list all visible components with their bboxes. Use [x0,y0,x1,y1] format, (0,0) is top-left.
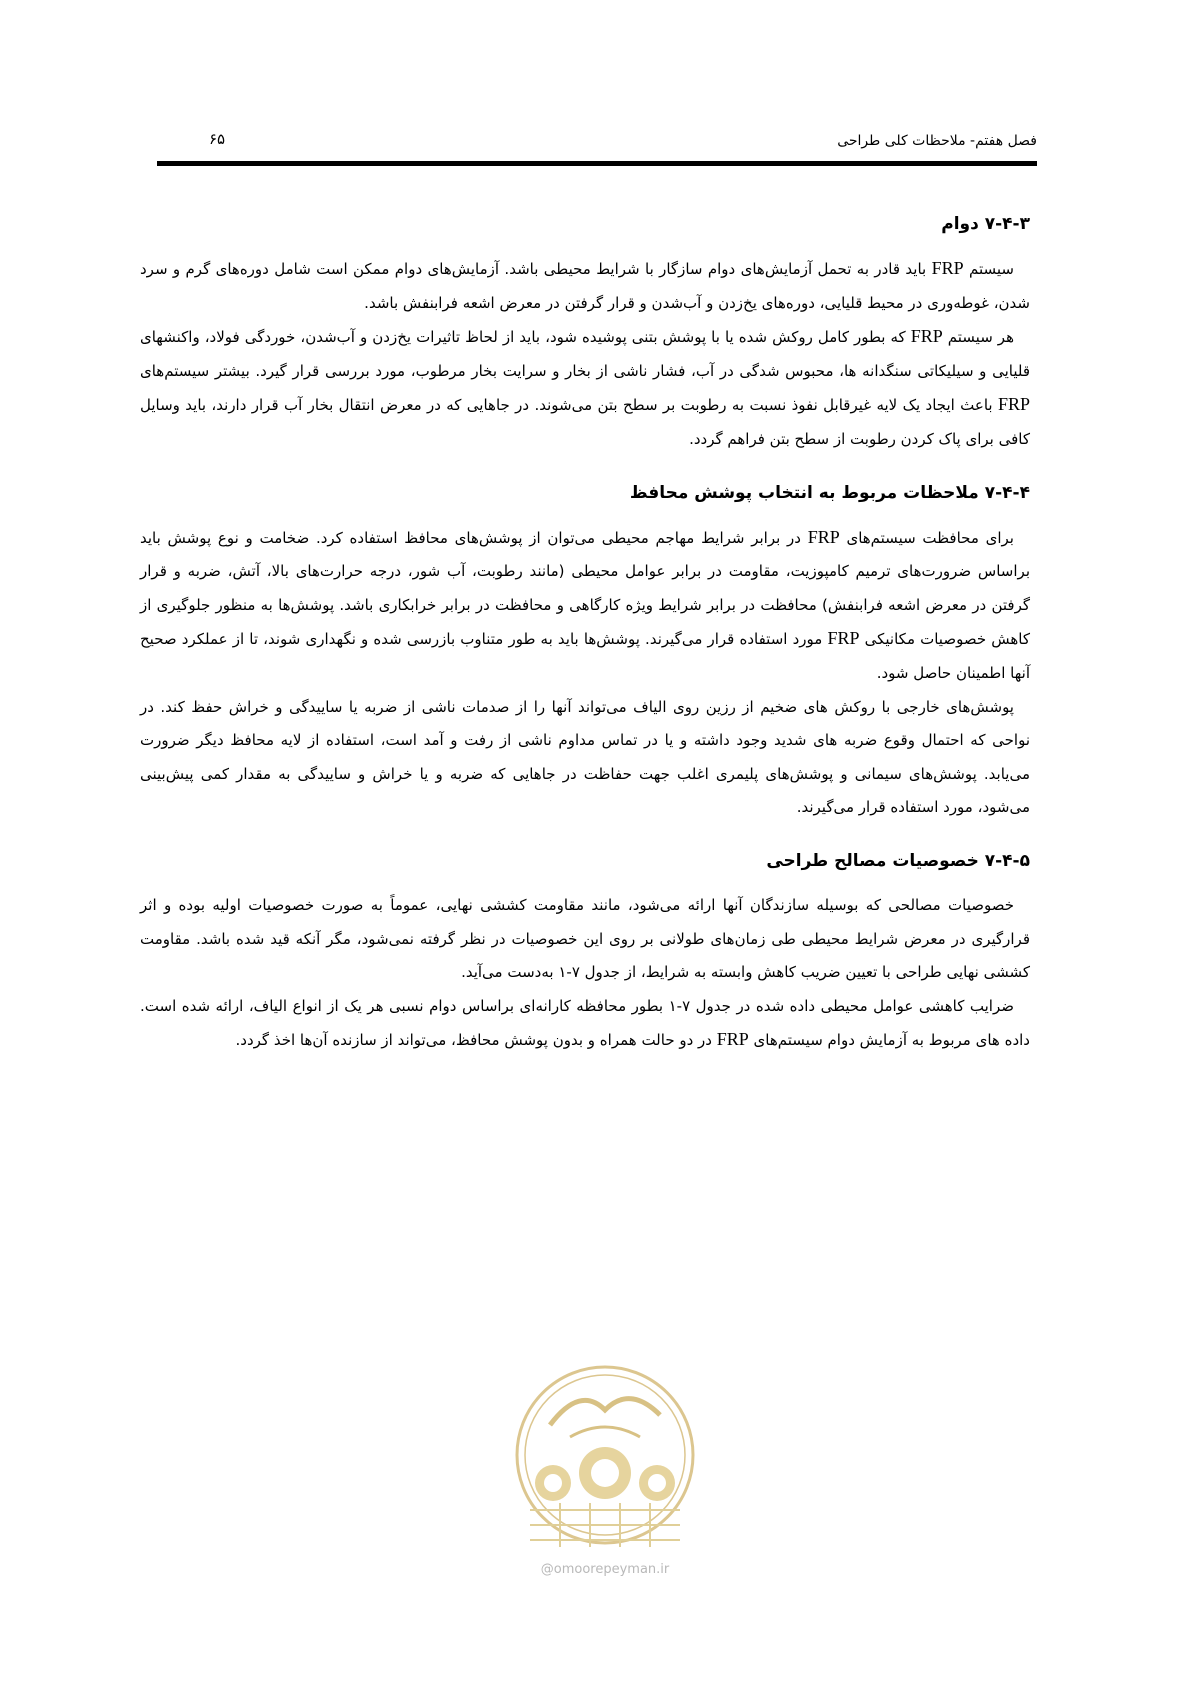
latin-term: FRP [931,258,964,278]
latin-term: FRP [827,628,860,649]
text-run: خصوصیات مصالحی که بوسیله سازندگان آنها ارائه می‌شود، مانند مقاومت کششی نهایی، عموماً به صورت خصوصیات اولیه بوده و اثر قرارگیری در معرض شرایط محیطی طی زمان‌های طولانی بر روی این خصوصیات در نظر گرفته نمی‌شود، مگر آنکه قید شده باشد. مقاومت کششی نهایی طراحی با تعیین ضریب کاهش وابسته به شرایط، از جدول ۷-۱ به‌دست می‌آید. [140,895,1030,982]
latin-term: FRP [910,326,943,347]
paragraph [140,521,1030,691]
section-heading: ۷-۴-۴ ملاحظات مربوط به انتخاب پوشش محافظ [629,482,1030,503]
page-number: ۶۵ [209,130,226,148]
text-run: در دو حالت همراه و بدون پوشش محافظ، می‌تواند از سازنده آن‌ها اخذ گردد. [235,1031,717,1050]
text-run: پوشش‌های خارجی با روکش های ضخیم از رزین روی الیاف می‌تواند آنها را از صدمات ناشی از ضربه یا ساییدگی و خراش حفظ کند. در نواحی که احتمال وقوع ضربه های شدید وجود داشته و یا در تماس مداوم ناشی از رفت و آمد است، استفاده از لایه محافظ دیگر ضرورت می‌یابد. پوشش‌های سیمانی و پوشش‌های پلیمری اغلب جهت حفاظت در جاهایی که ضربه و یا خراش و ساییدگی به مقدار کمی پیش‌بینی می‌شود، مورد استفاده قرار می‌گیرند. [140,697,1030,817]
text-run: هر سیستم [942,328,1014,347]
paragraph [140,990,1030,1058]
section-heading: ۷-۴-۵ خصوصیات مصالح طراحی [766,850,1030,871]
text-run: باعث ایجاد یک لایه غیرقابل نفوذ نسبت به رطوبت بر سطح بتن می‌شوند. در جاهایی که در معرض انتقال بخار آب قرار دارند، باید وسایل کافی برای پاک کردن رطوبت از سطح بتن فراهم گردد. [140,396,1030,448]
main-content [140,210,1030,1058]
running-header [157,124,1037,154]
paragraph [140,889,1030,990]
latin-term: FRP [716,1029,749,1050]
paragraph [140,252,1030,320]
paragraph [140,691,1030,825]
text-run: مورد استفاده قرار می‌گیرند. پوشش‌ها باید به طور متناوب بازرسی شده و نگهداری شوند، تا از عملکرد صحیح آنها اطمینان حاصل شود. [140,630,1030,682]
text-run: باید قادر به تحمل آزمایش‌های دوام سازگار با شرایط محیطی باشد. آزمایش‌های دوام ممکن است شامل دوره‌های گرم و سرد شدن، غوطه‌وری در محیط قلیایی، دوره‌های یخ‌زدن و آب‌شدن و قرار گرفتن در معرض اشعه فرابنفش باشد. [140,260,1030,312]
watermark-url: @omoorepeyman.ir [540,1562,670,1577]
section-gap [140,457,1030,479]
text-run: برای محافظت سیستم‌های [839,528,1014,547]
section-heading: ۷-۴-۳ دوام [941,214,1030,234]
header-rule [157,161,1037,166]
latin-term: FRP [997,394,1030,415]
watermark-logo [490,1355,720,1565]
text-run: در برابر شرایط مهاجم محیطی می‌توان از پوشش‌های محافظ استفاده کرد. ضخامت و نوع پوشش باید براساس ضرورت‌های ترمیم کامپوزیت، مقاومت در برابر عوامل محیطی (مانند رطوبت، آب شور، درجه حرارت‌های بالا، آتش، ضربه و قرار گرفتن در معرض اشعه فرابنفش) محافظت در برابر شرایط ویژه کارگاهی و محافظت در برابر خرابکاری باشد. پوشش‌ها به منظور جلوگیری از کاهش خصوصیات مکانیکی [140,528,1030,649]
chapter-title: فصل هفتم- ملاحظات کلی طراحی [837,133,1037,149]
paragraph [140,320,1030,456]
text-run: سیستم [963,260,1014,278]
latin-term: FRP [807,526,840,547]
text-run: که بطور کامل روکش شده یا با پوشش بتنی پوشیده شود، باید از لحاظ تاثیرات یخ‌زدن و آب‌شدن، خوردگی فولاد، واکنشهای قلیایی و سیلیکاتی سنگدانه ها، محبوس شدگی در آب، فشار ناشی از بخار و سرایت بخار مرطوب، مورد بررسی قرار گیرد. بیشتر سیستم‌های [140,328,1030,380]
text-run: ضرایب کاهشی عوامل محیطی داده شده در جدول ۷-۱ بطور محافظه کارانه‌ای براساس دوام نسبی هر یک از انواع الیاف، ارائه شده است. داده های مربوط به آزمایش دوام سیستم‌های [140,996,1030,1050]
section-gap [140,825,1030,847]
